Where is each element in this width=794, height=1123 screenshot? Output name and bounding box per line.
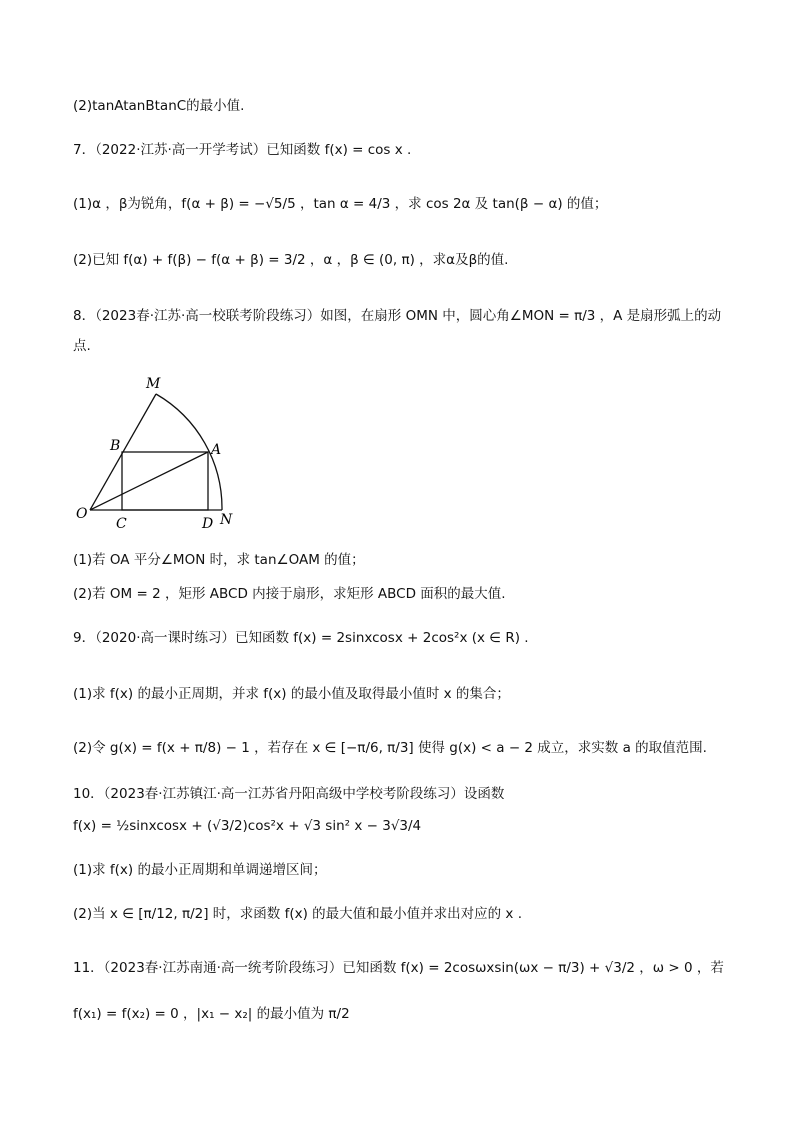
question-10-part-1: (1)求 f(x) 的最小正周期和单调递增区间； [73, 862, 327, 878]
question-9-part-1: (1)求 f(x) 的最小正周期，并求 f(x) 的最小值及取得最小值时 x 的集合； [73, 686, 510, 702]
question-8-stem-cont: 点. [73, 338, 91, 354]
question-7-part-2: (2)已知 f(α) + f(β) − f(α + β) = 3/2 ，α ，β ∈ (0, π) ，求α及β的值. [73, 252, 509, 268]
sector-figure [70, 370, 250, 535]
question-10-function: f(x) = ½sinxcosx + (√3/2)cos²x + √3 sin² x − 3√3/4 [73, 818, 422, 834]
segment-oa [90, 452, 208, 510]
label-a: A [211, 442, 222, 458]
label-d: D [202, 516, 214, 532]
question-8-part-2: (2)若 OM = 2 ，矩形 ABCD 内接于扇形，求矩形 ABCD 面积的最大值. [73, 586, 506, 602]
question-7-stem: 7．（2022·江苏·高一开学考试）已知函数 f(x) = cos x . [73, 142, 412, 158]
question-7-part-1: (1)α ，β为锐角，f(α + β) = −√5/5 ，tan α = 4/3 ，求 cos 2α 及 tan(β − α) 的值； [73, 196, 608, 212]
question-8-stem: 8．（2023春·江苏·高一校联考阶段练习）如图，在扇形 OMN 中，圆心角∠MON = π/3 ，A 是扇形弧上的动 [73, 308, 722, 324]
question-6-part-2: (2)tanAtanBtanC的最小值. [73, 98, 245, 114]
question-10-stem: 10．（2023春·江苏镇江·高一江苏省丹阳高级中学校考阶段练习）设函数 [73, 786, 505, 802]
label-o: O [76, 506, 88, 522]
label-m: M [146, 376, 161, 392]
label-n: N [220, 512, 233, 528]
question-9-stem: 9．（2020·高一课时练习）已知函数 f(x) = 2sinxcosx + 2cos²x (x ∈ R) . [73, 630, 529, 646]
question-8-part-1: (1)若 OA 平分∠MON 时，求 tan∠OAM 的值； [73, 552, 365, 568]
question-10-part-2: (2)当 x ∈ [π/12, π/2] 时，求函数 f(x) 的最大值和最小值并求出对应的 x . [73, 906, 522, 922]
label-b: B [110, 438, 121, 454]
rectangle-abcd [122, 452, 208, 510]
question-11-condition: f(x₁) = f(x₂) = 0 ，|x₁ − x₂| 的最小值为 π/2 [73, 1006, 350, 1022]
question-11-stem: 11．（2023春·江苏南通·高一统考阶段练习）已知函数 f(x) = 2cosωxsin(ωx − π/3) + √3/2 ，ω > 0 ，若 [73, 960, 724, 976]
label-c: C [116, 516, 127, 532]
question-9-part-2: (2)令 g(x) = f(x + π/8) − 1 ，若存在 x ∈ [−π/6, π/3] 使得 g(x) < a − 2 成立，求实数 a 的取值范围. [73, 740, 707, 756]
